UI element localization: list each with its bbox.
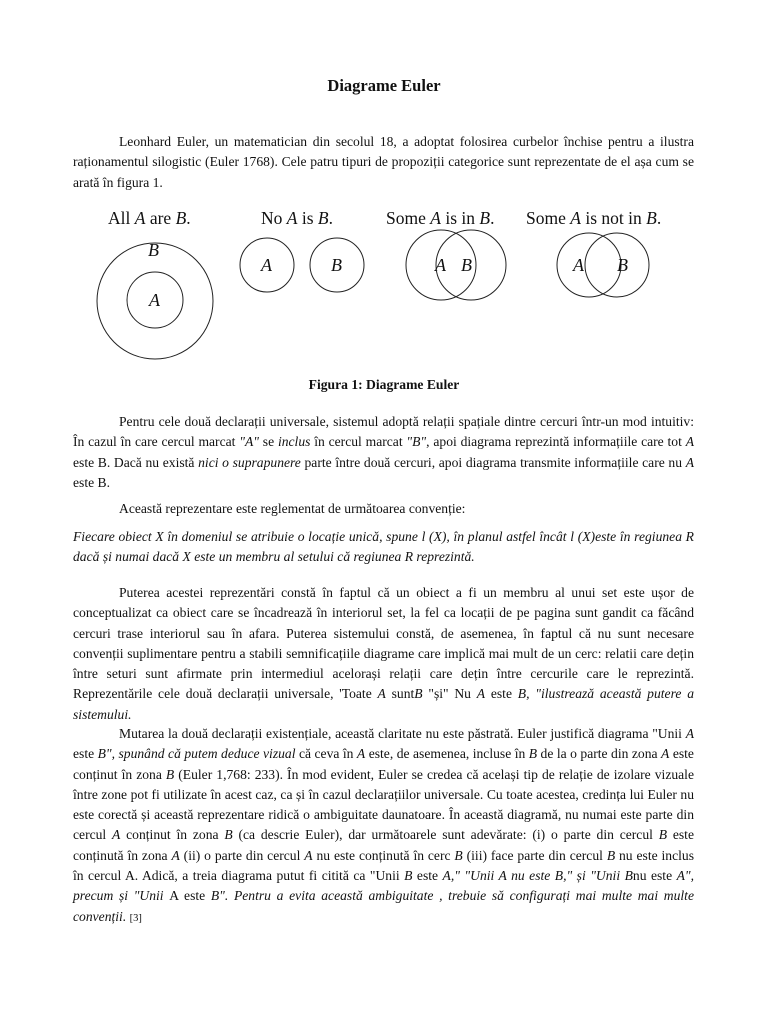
somenot-circle-a — [557, 233, 621, 297]
no-letter-a: A — [261, 255, 272, 275]
no-letter-b: B — [331, 255, 342, 275]
paragraph-existential-declarations: Mutarea la două declarații existențiale, această claritate nu este păstrată. Euler justifică diagrama "Unii A este B", spunând că putem deduce vizual că ceva în A este, de asemenea, incluse în B de la o parte din zona A este conținut în zona B (Euler 1,768: 233). În mod evident, Euler se credea că același tip de relație de izolare vizuale între zone pot fi utilizate în acest caz, ca și în cazul declarațiilor universale. Cu toate acestea, credința lui Euler nu este corectă și această reprezentare ridică o ambiguitate daunatoare. În această diagramă, nu numai este parte din cercul A conținut în zona B (ca descrie Euler), dar următoarele sunt adevărate: (i) o parte din cercul B este conținută în zona A (ii) o parte din cercul A nu este conținută în cerc B (iii) face parte din cercul B nu este inclus în cercul A. Adică, a treia diagrama putut fi citită ca "Unii B este A," "Unii A nu este B," și "Unii Bnu este A", precum și "Unii A este B". Pentru a evita această ambiguitate , trebuie să configurați mai multe mai multe convenții. [3] — [73, 726, 695, 924]
all-letter-a: A — [149, 290, 160, 310]
paragraph-convention-rule: Fiecare obiect X în domeniul se atribuie o locație unică, spune l (X), în planul astfel încât l (X)este în regiunea R dacă și numai dacă X este un membru al setului că regiunea R reprezintă. — [73, 529, 694, 565]
all-letter-b: B — [148, 240, 159, 260]
label-no-a-is-b: No A is B. — [261, 208, 333, 228]
somenot-letter-a: A — [573, 255, 584, 275]
label-all-a-are-b: All A are B. — [108, 208, 191, 228]
paragraph-power-of-representation: Puterea acestei reprezentări constă în faptul că un obiect a fi un membru al unui set este ușor de conceptualizat ca obiect care se încadrează în interiorul set, la fel ca locații de pe pagina sunt gandit ca făcând cercuri trase interiorul sau în afara. Puterea sistemului constă, de asemenea, în faptul că nu sunt necesare convenții suplimentare pentru a stabili semnificațiile diagrame care implică mai mult de un cerc: relatii care dețin între seturi sunt afirmate prin intermediul acelorași relații care dețin între cercurile care le reprezintă. Reprezentările cele două declarații universale, 'Toate A suntB "și" Nu A este B, "ilustrează această putere a sistemului. — [73, 585, 694, 722]
page-title: Diagrame Euler — [327, 76, 441, 95]
label-some-a-is-not-in-b: Some A is not in B. — [526, 208, 662, 228]
paragraph-universal-declarations: Pentru cele două declarații universale, sistemul adoptă relații spațiale dintre cercuri într-un mod intuitiv: În cazul în care cercul marcat "A" se inclus în cercul marcat "B", apoi diagrama reprezintă informațiile care tot A este B. Dacă nu există nici o suprapunere parte între două cercuri, apoi diagrama transmite informațiile care nu A este B. — [73, 414, 694, 490]
intro-paragraph: Leonhard Euler, un matematician din secolul 18, a adoptat folosirea curbelor închise pentru a ilustra raționamentul silogistic (Euler 1768). Cele patru tipuri de propoziții categorice sunt reprezentate de el așa cum se arată în figura 1. — [73, 134, 694, 190]
paragraph-convention-intro: Această reprezentare este reglementat de următoarea convenție: — [119, 501, 466, 516]
some-letter-b: B — [461, 255, 472, 275]
figure-caption: Figura 1: Diagrame Euler — [308, 377, 460, 392]
citation-reference: [3] — [129, 912, 142, 924]
label-some-a-is-in-b: Some A is in B. — [386, 208, 495, 228]
euler-figure — [86, 200, 706, 375]
some-letter-a: A — [435, 255, 446, 275]
somenot-letter-b: B — [617, 255, 628, 275]
